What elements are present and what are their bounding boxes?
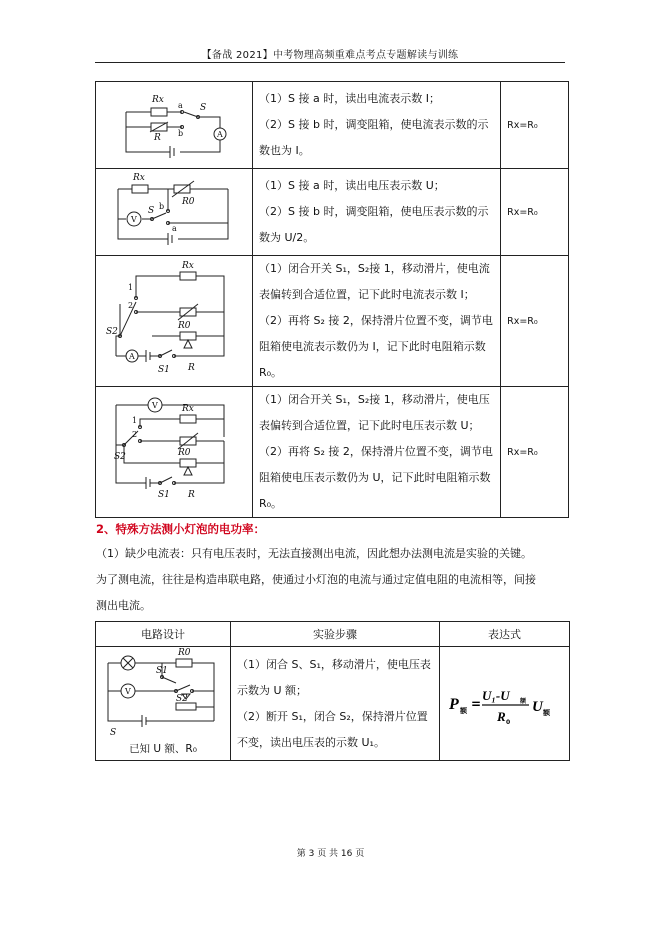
table-header-row [96, 622, 570, 647]
label-r: R [154, 133, 161, 143]
label-s2: S2 [176, 694, 188, 704]
formula-cell: Rx=R₀ [501, 387, 569, 518]
circuit-diagram-voltmeter-resistance-box [96, 387, 252, 517]
label-a: a [172, 224, 177, 233]
label-r: R [188, 363, 195, 373]
label-s: S [110, 728, 117, 737]
paragraph: 为了测电流，往往是构造串联电路，使通过小灯泡的电流与通过定值电阻的电流相等，间接 [96, 573, 536, 586]
label-s: S [148, 206, 155, 216]
column-header: 实验步骤 [231, 622, 440, 647]
expr-tail-sub: 额 [542, 708, 550, 717]
step-text: 示数为 U 额； [237, 683, 308, 697]
page-header: 【备战 2021】中考物理高频重难点考点专题解读与训练 [201, 50, 459, 61]
step-text: 阻箱使电压表示数仍为 U，记下此时电阻箱示数 [259, 471, 491, 484]
steps-cell [253, 256, 501, 387]
steps-cell [231, 647, 440, 761]
circuit-diagram-cell [96, 256, 253, 387]
step-text: 数为 U/2。 [259, 231, 315, 244]
label-1: 1 [128, 283, 134, 292]
table-row [96, 82, 569, 169]
circuit-diagram-cell [96, 169, 253, 256]
formula-cell: Rx=R₀ [501, 82, 569, 169]
label-2: 2 [132, 430, 138, 439]
step-text: 数也为 I。 [259, 144, 310, 157]
label-s1: S1 [158, 365, 170, 375]
step-text: （1）闭合开关 S₁，S₂接 1，移动滑片，使电流 [259, 262, 490, 275]
step-text: （1）闭合 S、S₁，移动滑片，使电压表 [237, 657, 431, 671]
column-header: 表达式 [440, 622, 570, 647]
circuit-diagram-cell [96, 82, 253, 169]
table-row [96, 256, 569, 387]
circuit-design-cell [96, 647, 231, 761]
step-text: （1）S 接 a 时，读出电压表示数 U； [259, 179, 445, 192]
table-row [96, 387, 569, 518]
column-header: 电路设计 [96, 622, 231, 647]
label-r0: R0 [182, 197, 195, 207]
step-text: （2）断开 S₁，闭合 S₂，保持滑片位置 [237, 709, 428, 723]
steps-cell [253, 387, 501, 518]
step-text: （2）S 接 b 时，调变阻箱，使电流表示数的示 [259, 118, 489, 131]
steps-cell [253, 169, 501, 256]
step-text: （1）闭合开关 S₁，S₂接 1，移动滑片，使电压 [259, 393, 490, 406]
voltmeter-symbol: V [125, 687, 131, 696]
steps-cell [253, 82, 501, 169]
expr-p-sub: 额 [459, 706, 467, 715]
expr-tail: U [531, 698, 543, 715]
expr-denominator: R [496, 708, 506, 724]
voltmeter-symbol: V [131, 215, 137, 224]
label-s1: S1 [158, 490, 170, 500]
step-text: 不变，读出电压表的示数 U₁。 [237, 735, 385, 749]
label-2: 2 [128, 301, 134, 310]
circuit-diagram-voltmeter-switch [96, 169, 252, 255]
table-row [96, 169, 569, 256]
expression-cell [440, 647, 570, 761]
step-text: （1）S 接 a 时，读出电流表示数 I； [259, 92, 440, 105]
step-text: R₀。 [259, 497, 283, 510]
circuit-diagram-lamp [96, 647, 230, 737]
page-footer: 第 3 页 共 16 页 [296, 849, 365, 859]
circuit-diagram-ammeter-resistance-box [96, 256, 252, 386]
paragraph: 测出电流。 [96, 599, 151, 612]
given-values: 已知 U 额、R₀ [129, 743, 197, 755]
label-b: b [159, 202, 165, 211]
label-r0: R0 [178, 321, 191, 331]
formula-cell: Rx=R₀ [501, 256, 569, 387]
ammeter-symbol: A [129, 352, 135, 361]
label-s2: S2 [114, 452, 126, 462]
step-text: （2）S 接 b 时，调变阻箱，使电压表示数的示 [259, 205, 489, 218]
formula-cell: Rx=R₀ [501, 169, 569, 256]
measurement-method-table [95, 81, 569, 518]
label-a: a [178, 101, 183, 110]
voltmeter-symbol: V [152, 401, 158, 410]
label-rx: Rx [133, 173, 145, 183]
label-rx: Rx [152, 95, 164, 105]
step-text: 表偏转到合适位置，记下此时电流表示数 I； [259, 288, 475, 301]
label-s2: S2 [106, 327, 118, 337]
step-text: 阻箱使电流表示数仍为 I，记下此时电阻箱示数 [259, 340, 486, 353]
step-text: （2）再将 S₂ 接 2，保持滑片位置不变，调节电 [259, 445, 493, 458]
circuit-diagram-cell [96, 387, 253, 518]
label-r0: R0 [178, 648, 191, 658]
expr-denominator-sub: 0 [505, 718, 510, 726]
header-rule [95, 62, 565, 63]
label-r0: R0 [178, 448, 191, 458]
circuit-diagram-ammeter-switch [96, 82, 252, 168]
step-text: （2）再将 S₂ 接 2，保持滑片位置不变，调节电 [259, 314, 493, 327]
section-title: 2、特殊方法测小灯泡的电功率： [96, 522, 265, 536]
power-expression [441, 674, 569, 734]
svg-text:=: = [470, 696, 481, 711]
table-row [96, 647, 570, 761]
label-rx: Rx [182, 404, 194, 414]
label-1: 1 [132, 416, 138, 425]
label-r: R [188, 490, 195, 500]
label-s1: S1 [156, 666, 168, 676]
label-s: S [200, 103, 207, 113]
expr-numerator: U₁-U [481, 687, 510, 703]
lamp-power-table [95, 621, 570, 761]
ammeter-symbol: A [217, 130, 223, 139]
expr-p: P [448, 695, 459, 713]
step-text: 表偏转到合适位置，记下此时电压表示数 U； [259, 419, 480, 432]
paragraph: （1）缺少电流表：只有电压表时，无法直接测出电流，因此想办法测电流是实验的关键。 [96, 547, 532, 560]
expr-numerator-sub: 额 [519, 697, 526, 705]
label-rx: Rx [182, 261, 194, 271]
label-b: b [178, 129, 184, 138]
step-text: R₀。 [259, 366, 283, 379]
